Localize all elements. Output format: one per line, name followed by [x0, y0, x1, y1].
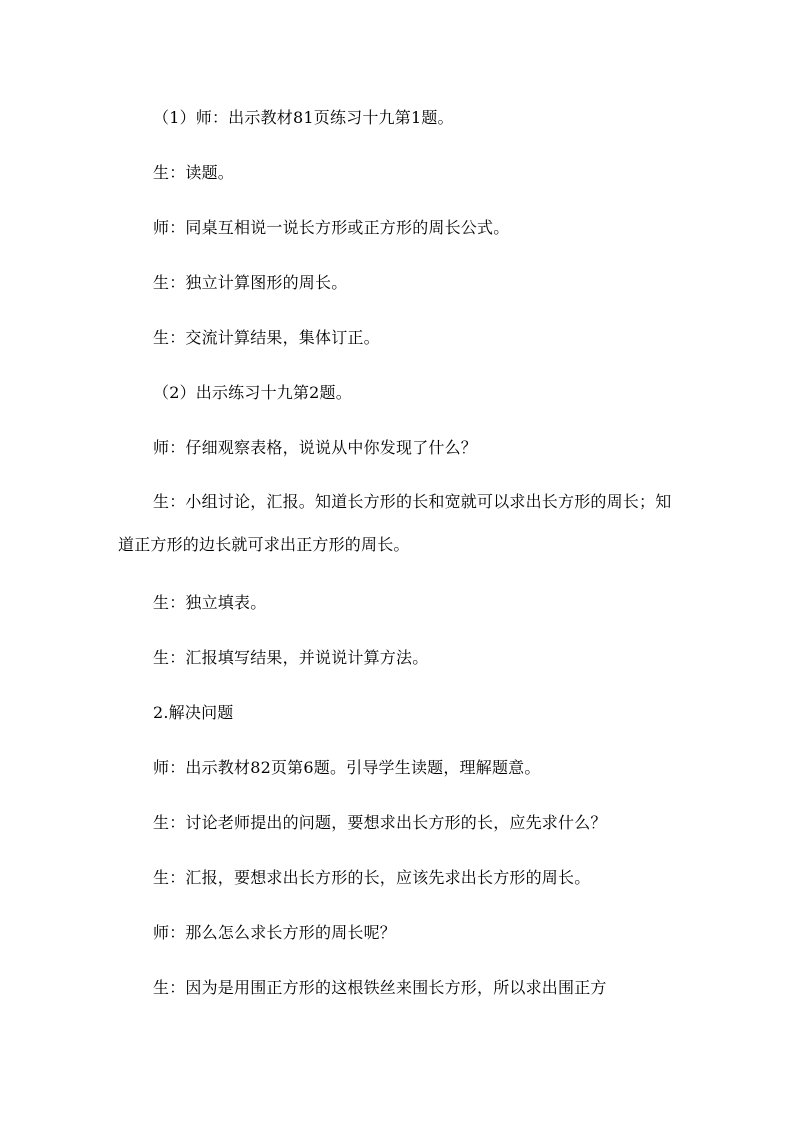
paragraph-5: 生：交流计算结果，集体订正。 [153, 328, 380, 347]
paragraph-13: 生：汇报，要想求出长方形的长，应该先求出长方形的周长。 [153, 868, 591, 887]
paragraph-3: 师：同桌互相说一说长方形或正方形的周长公式。 [153, 218, 510, 237]
paragraph-12: 生：讨论老师提出的问题，要想求出长方形的长，应先求什么？ [153, 813, 607, 832]
paragraph-10: 生：汇报填写结果，并说说计算方法。 [153, 648, 429, 667]
paragraph-7: 师：仔细观察表格，说说从中你发现了什么？ [153, 438, 478, 457]
paragraph-11: 师：出示教材82页第6题。引导学生读题，理解题意。 [153, 758, 541, 777]
paragraph-9: 生：独立填表。 [153, 593, 267, 612]
paragraph-15: 生：因为是用围正方形的这根铁丝来围长方形，所以求出围正方 [153, 978, 607, 997]
paragraph-2: 生：读题。 [153, 163, 235, 182]
paragraph-4: 生：独立计算图形的周长。 [153, 273, 348, 292]
section-heading: 2.解决问题 [153, 703, 234, 722]
paragraph-8: 生：小组讨论，汇报。知道长方形的长和宽就可以求出长方形的周长；知道正方形的边长就可求出正方形的周长。 [118, 492, 672, 554]
paragraph-14: 师：那么怎么求长方形的周长呢？ [153, 923, 397, 942]
paragraph-1: （1）师：出示教材81页练习十九第1题。 [153, 108, 454, 127]
paragraph-6: （2）出示练习十九第2题。 [153, 383, 352, 402]
